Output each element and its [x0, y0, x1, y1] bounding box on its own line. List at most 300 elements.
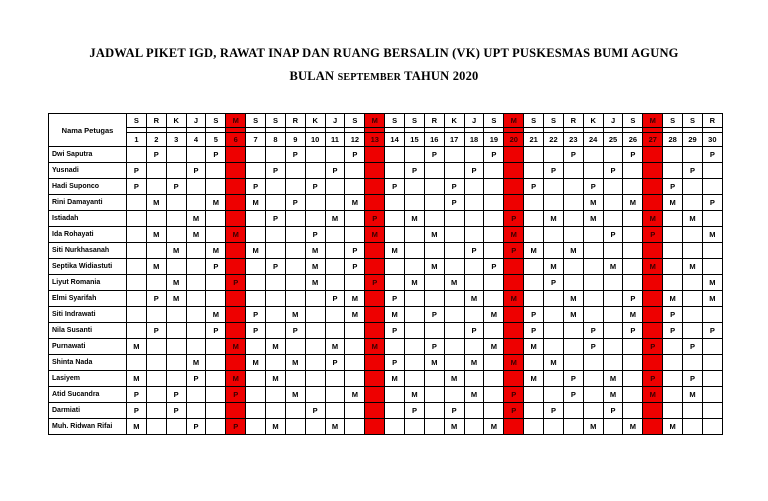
shift-cell: M [623, 419, 643, 435]
shift-cell [623, 163, 643, 179]
date-header: 3 [166, 133, 186, 147]
shift-cell [186, 275, 206, 291]
shift-cell [226, 307, 246, 323]
shift-cell [563, 211, 583, 227]
date-header: 12 [345, 133, 365, 147]
shift-cell [444, 339, 464, 355]
shift-cell: P [643, 371, 663, 387]
staff-name: Darmiati [49, 403, 127, 419]
shift-cell: P [623, 323, 643, 339]
shift-cell: P [186, 163, 206, 179]
shift-cell [683, 355, 703, 371]
shift-cell [544, 227, 564, 243]
shift-cell: M [663, 291, 683, 307]
shift-cell [365, 419, 385, 435]
date-header: 7 [246, 133, 266, 147]
shift-cell: P [266, 211, 286, 227]
shift-cell [424, 291, 444, 307]
shift-cell [623, 387, 643, 403]
shift-cell [544, 307, 564, 323]
date-header: 6 [226, 133, 246, 147]
shift-cell [186, 179, 206, 195]
shift-cell [166, 307, 186, 323]
shift-cell: P [563, 371, 583, 387]
shift-cell: P [365, 275, 385, 291]
shift-cell [623, 211, 643, 227]
shift-cell: P [464, 323, 484, 339]
shift-cell [424, 243, 444, 259]
date-header: 11 [325, 133, 345, 147]
shift-cell [683, 179, 703, 195]
shift-cell [365, 195, 385, 211]
shift-cell: M [246, 243, 266, 259]
shift-cell [285, 243, 305, 259]
header-row-dates [49, 133, 723, 147]
shift-cell [186, 147, 206, 163]
day-letter-header: R [424, 114, 444, 128]
date-header: 29 [683, 133, 703, 147]
shift-cell [504, 163, 524, 179]
shift-cell [444, 211, 464, 227]
shift-cell [345, 323, 365, 339]
staff-name: Septika Widiastuti [49, 259, 127, 275]
shift-cell: P [166, 387, 186, 403]
shift-cell [484, 355, 504, 371]
shift-cell: M [643, 259, 663, 275]
shift-cell [424, 371, 444, 387]
shift-cell [563, 355, 583, 371]
shift-cell [405, 355, 425, 371]
shift-cell [226, 259, 246, 275]
day-letter-header: S [524, 114, 544, 128]
shift-cell [702, 355, 722, 371]
shift-cell [246, 227, 266, 243]
shift-cell [444, 387, 464, 403]
shift-cell [563, 259, 583, 275]
shift-cell [365, 307, 385, 323]
shift-cell [226, 147, 246, 163]
shift-cell [206, 211, 226, 227]
shift-cell: M [603, 387, 623, 403]
shift-cell: M [405, 275, 425, 291]
shift-cell [127, 323, 147, 339]
shift-cell: M [583, 419, 603, 435]
shift-cell [226, 163, 246, 179]
shift-cell: M [444, 419, 464, 435]
shift-cell [583, 147, 603, 163]
shift-cell: P [444, 179, 464, 195]
shift-cell [405, 371, 425, 387]
shift-cell: M [544, 259, 564, 275]
shift-cell: P [683, 339, 703, 355]
shift-cell: P [603, 403, 623, 419]
document-subtitle [0, 69, 768, 84]
shift-cell: P [583, 323, 603, 339]
shift-cell [444, 163, 464, 179]
shift-cell [405, 179, 425, 195]
shift-cell [405, 147, 425, 163]
shift-cell [623, 371, 643, 387]
shift-cell [405, 339, 425, 355]
shift-cell: P [305, 403, 325, 419]
shift-cell [702, 387, 722, 403]
shift-cell [246, 371, 266, 387]
shift-cell [663, 387, 683, 403]
shift-cell [385, 339, 405, 355]
shift-cell [405, 419, 425, 435]
shift-cell [146, 243, 166, 259]
shift-cell: P [623, 147, 643, 163]
shift-cell [345, 371, 365, 387]
shift-cell [345, 419, 365, 435]
shift-cell [544, 323, 564, 339]
shift-cell [127, 195, 147, 211]
shift-cell [504, 419, 524, 435]
shift-cell [643, 179, 663, 195]
day-letter-header: R [702, 114, 722, 128]
date-header: 26 [623, 133, 643, 147]
shift-cell: M [524, 339, 544, 355]
shift-cell [524, 387, 544, 403]
shift-cell: M [285, 387, 305, 403]
shift-cell: M [345, 307, 365, 323]
shift-cell: M [623, 195, 643, 211]
shift-cell [305, 307, 325, 323]
shift-cell: P [305, 227, 325, 243]
shift-cell [305, 211, 325, 227]
shift-cell [702, 339, 722, 355]
shift-cell [345, 163, 365, 179]
shift-cell [484, 243, 504, 259]
shift-cell [603, 307, 623, 323]
shift-cell [583, 291, 603, 307]
shift-cell: P [444, 195, 464, 211]
shift-cell: M [186, 211, 206, 227]
shift-cell: P [385, 355, 405, 371]
shift-cell: M [424, 227, 444, 243]
shift-cell [702, 163, 722, 179]
shift-cell [464, 275, 484, 291]
shift-cell: P [166, 403, 186, 419]
shift-cell [524, 275, 544, 291]
shift-cell [484, 323, 504, 339]
shift-cell [563, 403, 583, 419]
shift-cell [563, 339, 583, 355]
shift-cell: P [266, 163, 286, 179]
date-header: 8 [266, 133, 286, 147]
shift-cell [683, 291, 703, 307]
shift-cell [226, 355, 246, 371]
staff-name: Rini Damayanti [49, 195, 127, 211]
shift-cell: M [544, 355, 564, 371]
shift-cell: M [484, 419, 504, 435]
document-title: JADWAL PIKET IGD, RAWAT INAP DAN RUANG BERSALIN (VK) UPT PUSKESMAS BUMI AGUNG [89, 46, 679, 60]
shift-cell [285, 259, 305, 275]
staff-name: Lasiyem [49, 371, 127, 387]
table-row [49, 387, 723, 403]
date-header: 19 [484, 133, 504, 147]
shift-cell [266, 275, 286, 291]
shift-cell [405, 259, 425, 275]
shift-cell [603, 243, 623, 259]
table-row [49, 259, 723, 275]
shift-cell: M [345, 291, 365, 307]
table-row [49, 403, 723, 419]
shift-cell [266, 355, 286, 371]
shift-cell [385, 403, 405, 419]
shift-cell: M [663, 419, 683, 435]
shift-cell [305, 371, 325, 387]
shift-cell [583, 227, 603, 243]
shift-cell [683, 195, 703, 211]
shift-cell: M [206, 307, 226, 323]
shift-cell [385, 419, 405, 435]
shift-cell: M [206, 195, 226, 211]
schedule-table [48, 113, 723, 435]
shift-cell [405, 227, 425, 243]
shift-cell: P [127, 163, 147, 179]
shift-cell: P [464, 163, 484, 179]
shift-cell [206, 419, 226, 435]
shift-cell [464, 195, 484, 211]
shift-cell [305, 291, 325, 307]
shift-cell [603, 195, 623, 211]
shift-cell: P [663, 323, 683, 339]
shift-cell [603, 339, 623, 355]
shift-cell [325, 227, 345, 243]
shift-cell: P [683, 371, 703, 387]
shift-cell [127, 355, 147, 371]
shift-cell: P [345, 243, 365, 259]
shift-cell [683, 147, 703, 163]
shift-cell [266, 403, 286, 419]
shift-cell [544, 195, 564, 211]
shift-cell [186, 323, 206, 339]
shift-cell: M [385, 371, 405, 387]
shift-cell [127, 147, 147, 163]
shift-cell [385, 163, 405, 179]
date-header: 13 [365, 133, 385, 147]
day-letter-header: S [544, 114, 564, 128]
shift-cell [663, 147, 683, 163]
shift-cell [484, 227, 504, 243]
day-letter-header: S [683, 114, 703, 128]
shift-cell [166, 339, 186, 355]
shift-cell: P [246, 307, 266, 323]
shift-cell: M [127, 339, 147, 355]
day-letter-header: S [127, 114, 147, 128]
shift-cell: P [127, 179, 147, 195]
shift-cell: M [504, 227, 524, 243]
shift-cell [246, 259, 266, 275]
shift-cell [186, 387, 206, 403]
shift-cell: P [146, 323, 166, 339]
shift-cell [563, 163, 583, 179]
shift-cell [683, 419, 703, 435]
shift-cell [544, 243, 564, 259]
shift-cell: P [385, 291, 405, 307]
shift-cell [206, 339, 226, 355]
shift-cell [226, 243, 246, 259]
shift-cell [484, 163, 504, 179]
shift-cell: P [305, 179, 325, 195]
shift-cell: M [484, 307, 504, 323]
shift-cell: P [603, 163, 623, 179]
shift-cell: M [603, 371, 623, 387]
day-letter-header: K [166, 114, 186, 128]
shift-cell [206, 275, 226, 291]
date-header: 24 [583, 133, 603, 147]
shift-cell: P [226, 275, 246, 291]
shift-cell: P [365, 211, 385, 227]
shift-cell [285, 227, 305, 243]
date-header: 22 [544, 133, 564, 147]
shift-cell [683, 243, 703, 259]
day-letter-header: M [365, 114, 385, 128]
shift-cell [524, 259, 544, 275]
shift-cell [345, 179, 365, 195]
shift-cell [702, 419, 722, 435]
shift-cell [424, 387, 444, 403]
shift-cell [702, 371, 722, 387]
shift-cell [464, 259, 484, 275]
shift-cell [504, 147, 524, 163]
shift-cell [365, 179, 385, 195]
shift-cell: M [683, 387, 703, 403]
shift-cell [643, 355, 663, 371]
shift-cell: M [405, 211, 425, 227]
subtitle-year: TAHUN 2020 [404, 69, 479, 83]
shift-cell: M [325, 339, 345, 355]
shift-cell [206, 403, 226, 419]
shift-cell [365, 163, 385, 179]
shift-cell [325, 179, 345, 195]
shift-cell: M [266, 371, 286, 387]
shift-cell [285, 371, 305, 387]
day-letter-header: S [266, 114, 286, 128]
shift-cell: M [405, 387, 425, 403]
day-letter-header: S [663, 114, 683, 128]
shift-cell [623, 179, 643, 195]
table-row [49, 147, 723, 163]
shift-cell: P [504, 211, 524, 227]
shift-cell [166, 147, 186, 163]
shift-cell [524, 211, 544, 227]
shift-cell [504, 307, 524, 323]
shift-cell: M [424, 259, 444, 275]
table-row [49, 371, 723, 387]
shift-cell [345, 403, 365, 419]
shift-cell: M [424, 355, 444, 371]
shift-cell [206, 179, 226, 195]
shift-cell [424, 211, 444, 227]
day-letter-header: K [305, 114, 325, 128]
shift-cell [385, 387, 405, 403]
shift-cell [603, 275, 623, 291]
shift-cell: P [405, 163, 425, 179]
shift-cell [285, 179, 305, 195]
date-header: 18 [464, 133, 484, 147]
shift-cell [663, 243, 683, 259]
shift-cell [146, 387, 166, 403]
shift-cell: P [663, 179, 683, 195]
shift-cell [226, 179, 246, 195]
shift-cell: P [186, 371, 206, 387]
shift-cell [563, 275, 583, 291]
shift-cell: P [186, 419, 206, 435]
shift-cell [424, 179, 444, 195]
subtitle-month-label: BULAN [289, 69, 335, 83]
shift-cell: M [305, 259, 325, 275]
staff-name: Siti Nurkhasanah [49, 243, 127, 259]
shift-cell [643, 163, 663, 179]
shift-cell [206, 387, 226, 403]
shift-cell [385, 195, 405, 211]
shift-cell [424, 163, 444, 179]
shift-cell [603, 323, 623, 339]
shift-cell: P [544, 403, 564, 419]
shift-cell [325, 387, 345, 403]
shift-cell [444, 355, 464, 371]
shift-cell [663, 371, 683, 387]
shift-cell: M [345, 387, 365, 403]
shift-cell: M [246, 355, 266, 371]
shift-cell [146, 355, 166, 371]
shift-cell [464, 307, 484, 323]
shift-cell: P [226, 419, 246, 435]
shift-cell: M [504, 291, 524, 307]
shift-cell: P [583, 339, 603, 355]
shift-cell [166, 323, 186, 339]
shift-cell [146, 163, 166, 179]
shift-cell [186, 291, 206, 307]
shift-cell [484, 371, 504, 387]
shift-cell [603, 211, 623, 227]
shift-cell: M [702, 291, 722, 307]
shift-cell [345, 227, 365, 243]
shift-cell [464, 147, 484, 163]
shift-cell: P [702, 323, 722, 339]
shift-cell: P [285, 195, 305, 211]
table-row [49, 307, 723, 323]
day-letter-header: S [206, 114, 226, 128]
shift-cell [643, 147, 663, 163]
shift-cell [663, 163, 683, 179]
shift-cell: M [544, 211, 564, 227]
date-header: 25 [603, 133, 623, 147]
shift-cell [405, 323, 425, 339]
shift-cell: M [524, 371, 544, 387]
shift-cell: P [484, 259, 504, 275]
shift-cell: M [166, 243, 186, 259]
shift-cell [246, 339, 266, 355]
shift-cell [504, 275, 524, 291]
shift-cell [266, 307, 286, 323]
day-letter-header: J [186, 114, 206, 128]
day-letter-header: S [345, 114, 365, 128]
shift-cell: P [166, 179, 186, 195]
shift-cell [305, 387, 325, 403]
table-row [49, 323, 723, 339]
shift-cell: M [643, 387, 663, 403]
shift-cell [385, 211, 405, 227]
shift-cell [226, 323, 246, 339]
shift-cell: M [563, 291, 583, 307]
date-header: 27 [643, 133, 663, 147]
shift-cell [623, 259, 643, 275]
shift-cell [146, 307, 166, 323]
date-header: 21 [524, 133, 544, 147]
